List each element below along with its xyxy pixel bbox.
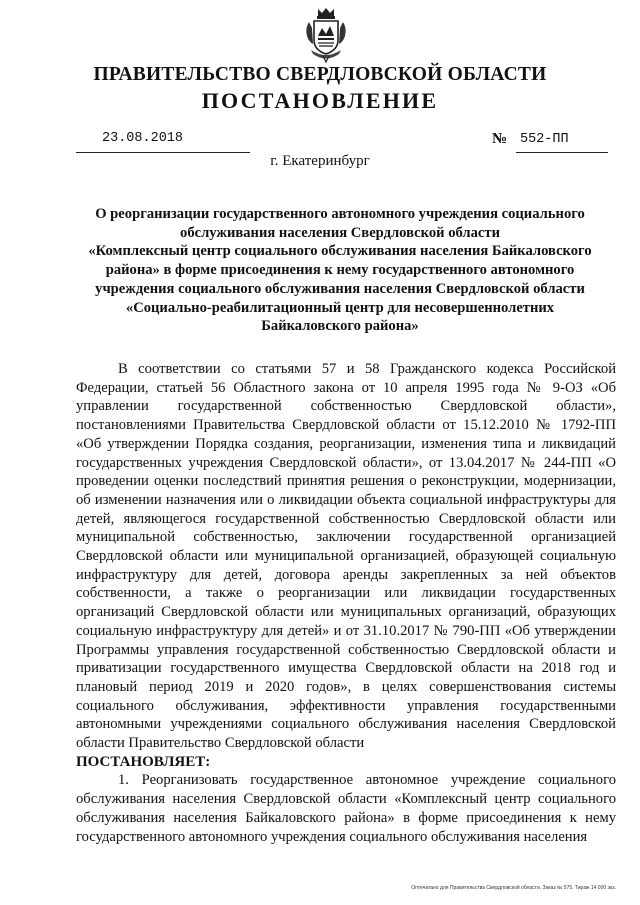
title-line: О реорганизации государственного автономного учреждения социального <box>95 206 585 222</box>
coat-of-arms-emblem <box>303 6 349 64</box>
document-title <box>70 205 610 336</box>
title-line: учреждения социального обслуживания населения Свердловской области <box>95 280 585 297</box>
title-line: «Социально-реабилитационный центр для несовершеннолетних <box>125 299 555 316</box>
title-line: «Комплексный центр социального обслуживания населения Байкаловского <box>88 243 592 260</box>
document-type: ПОСТАНОВЛЕНИЕ <box>201 88 439 113</box>
document-date: 23.08.2018 <box>102 131 184 146</box>
decree-word: ПОСТАНОВЛЯЕТ: <box>76 753 211 770</box>
title-line: Байкаловского района» <box>261 318 419 335</box>
document-body <box>76 360 616 846</box>
organization-name: ПРАВИТЕЛЬСТВО СВЕРДЛОВСКОЙ ОБЛАСТИ <box>93 64 547 85</box>
preamble-paragraph: В соответствии со статьями 57 и 58 Гражданского кодекса Российской Федерации, статьей 56 Областного закона от 10 апреля 1995 года № 9-ОЗ «Об управлении государственной собственностью Свердловской области», постановлениями Правительства Свердловской области от 15.12.2010 № 1792-ПП «Об утверждении Порядка создания, реорганизации, изменения типа и ликвидаций государственных учреждения Свердловской области», от 13.04.2017 № 244-ПП «О проведении оценки последствий принятия решения о реконструкции, модернизации, об изменении назначения или о ликвидации объекта социальной инфраструктуры для детей, являющегося государственной собственностью Свердловской области или муниципальной собственностью, заключении государственной организацией Свердловской области или муниципальной организацией, образующей социальную инфраструктуру для детей, договора аренды закрепленных за ней объектов собственности, а также о реорганизации или ликвидации государственных организаций Свердловской области или муниципальных организаций, образующих социальную инфраструктуру для детей» и от 31.10.2017 № 790-ПП «Об утверждении Программы управления государственной собственностью Свердловской области и приватизации государственного имущества Свердловской области на 2018 год и плановый период 2019 и 2020 годов», в целях совершенствования системы социального обслуживания, эффективности управления государственными автономными учреждениями социального обслуживания населения Свердловской области Правительство Свердловской области <box>76 361 616 752</box>
title-line: обслуживания населения Свердловской области <box>180 224 500 241</box>
print-note: Оптечатано для Правительства Свердловской области. Заказ № 575. Тираж 14 000 экз. <box>411 885 616 891</box>
city: г. Екатеринбург <box>270 153 370 169</box>
document-number: 552-ПП <box>520 132 569 147</box>
title-line: района» в форме присоединения к нему государственного автономного <box>105 262 575 279</box>
number-sign: № <box>492 131 508 147</box>
item-1-paragraph: 1. Реорганизовать государственное автономное учреждение социального обслуживания населения Свердловской области «Комплексный центр социального обслуживания населения Байкаловского района» в форме присоединения к нему государственного автономного учреждения социального обслуживания населения <box>76 772 616 845</box>
